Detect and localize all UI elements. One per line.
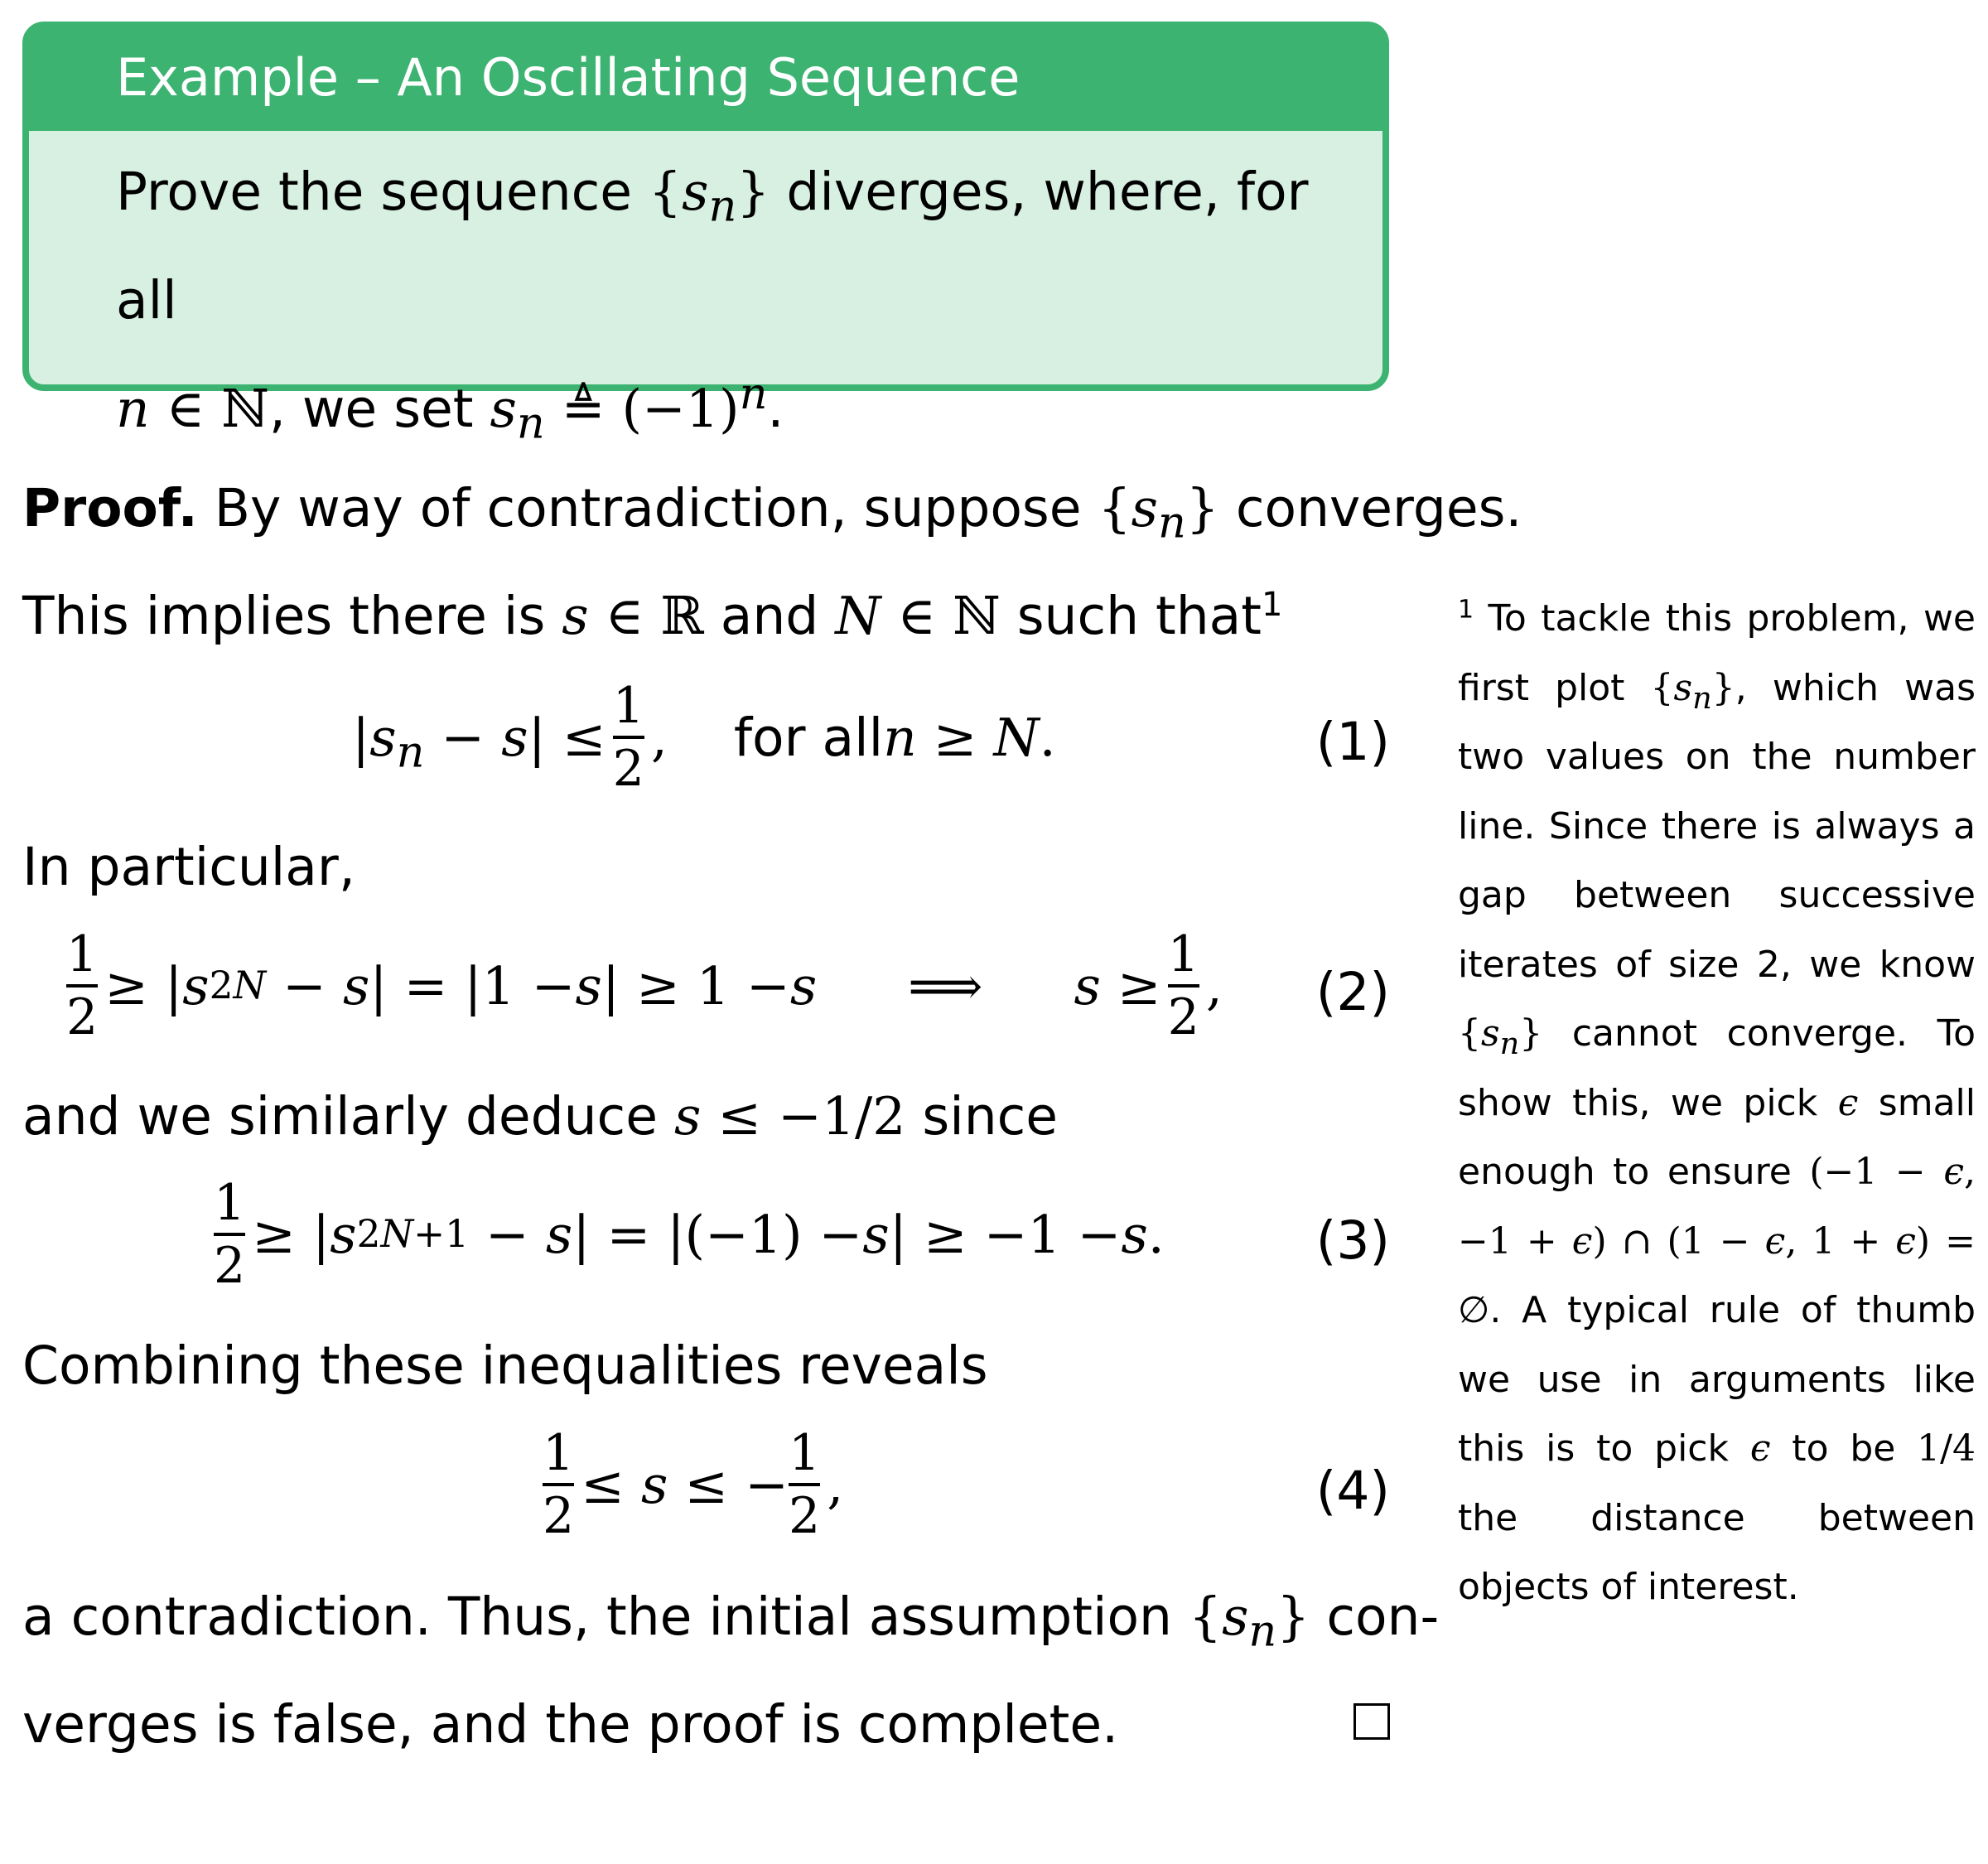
example-box xyxy=(22,22,1389,449)
proof-line-6: a contradiction. Thus, the initial assumption $\{s_n\}$ con- xyxy=(22,1586,1440,1657)
equation-2: $\frac{1}{2}$ ≥ | s 2 N − s | = |1 − s | ≥ 1 − s ⟹ s ≥ $\frac{1}{2}$ , xyxy=(66,925,1223,1046)
qed-box xyxy=(1353,1703,1390,1740)
example-title: Example – An Oscillating Sequence xyxy=(29,28,1382,131)
proof-line-7: verges is false, and the proof is complete. xyxy=(22,1694,1119,1755)
equation-number-1: (1) xyxy=(1315,712,1390,772)
proof-line-3: In particular, xyxy=(22,837,355,897)
proof-line-2: This implies there is s ∈ ℝ and N ∈ ℕ such that$^1$ xyxy=(22,586,1283,646)
proof-label: Proof. xyxy=(22,478,198,538)
equation-4: $\frac{1}{2}$ ≤ s ≤ − $\frac{1}{2}$ , xyxy=(543,1424,844,1545)
proof-line-1: Proof. By way of contradiction, suppose $\{s_n\}$ converges. xyxy=(22,478,1522,548)
equation-3: $\frac{1}{2}$ ≥ | s 2 N +1 − s | = |(−1) − s | ≥ −1 − s . xyxy=(214,1174,1165,1295)
equation-number-4: (4) xyxy=(1315,1461,1390,1521)
footnote-marker: 1 xyxy=(1458,595,1474,625)
example-statement: Prove the sequence $\{s_n\}$ diverges, where, for all n ∈ ℕ, we set $s_n$ ≜ $(-1)^n$. xyxy=(116,162,1309,449)
equation-number-2: (2) xyxy=(1315,962,1390,1022)
equation-1: | $s_n$ − s | ≤ $\frac{1}{2}$ , for all n ≥ N . xyxy=(352,677,1056,798)
proof-line-5: Combining these inequalities reveals xyxy=(22,1335,988,1396)
footnote-ref: 1 xyxy=(1261,586,1283,624)
proof-line-4: and we similarly deduce s ≤ −1/2 since xyxy=(22,1086,1059,1147)
footnote: $^1$ To tackle this problem, we first plot $\{s_n\}$, which was two values on the number line. Since there is always a gap between successive iterates of size 2, we know $\{s_n\}$ cannot converge. To show this, we pick ϵ small enough to ensure (−1 − ϵ, −1 + ϵ) ∩ (1 − ϵ, 1 + ϵ) = ∅. A typical rule of thumb we use in arguments like this is to pick ϵ to be 1/4 the distance between objects of interest. xyxy=(1458,595,1976,1608)
equation-number-3: (3) xyxy=(1315,1210,1390,1271)
